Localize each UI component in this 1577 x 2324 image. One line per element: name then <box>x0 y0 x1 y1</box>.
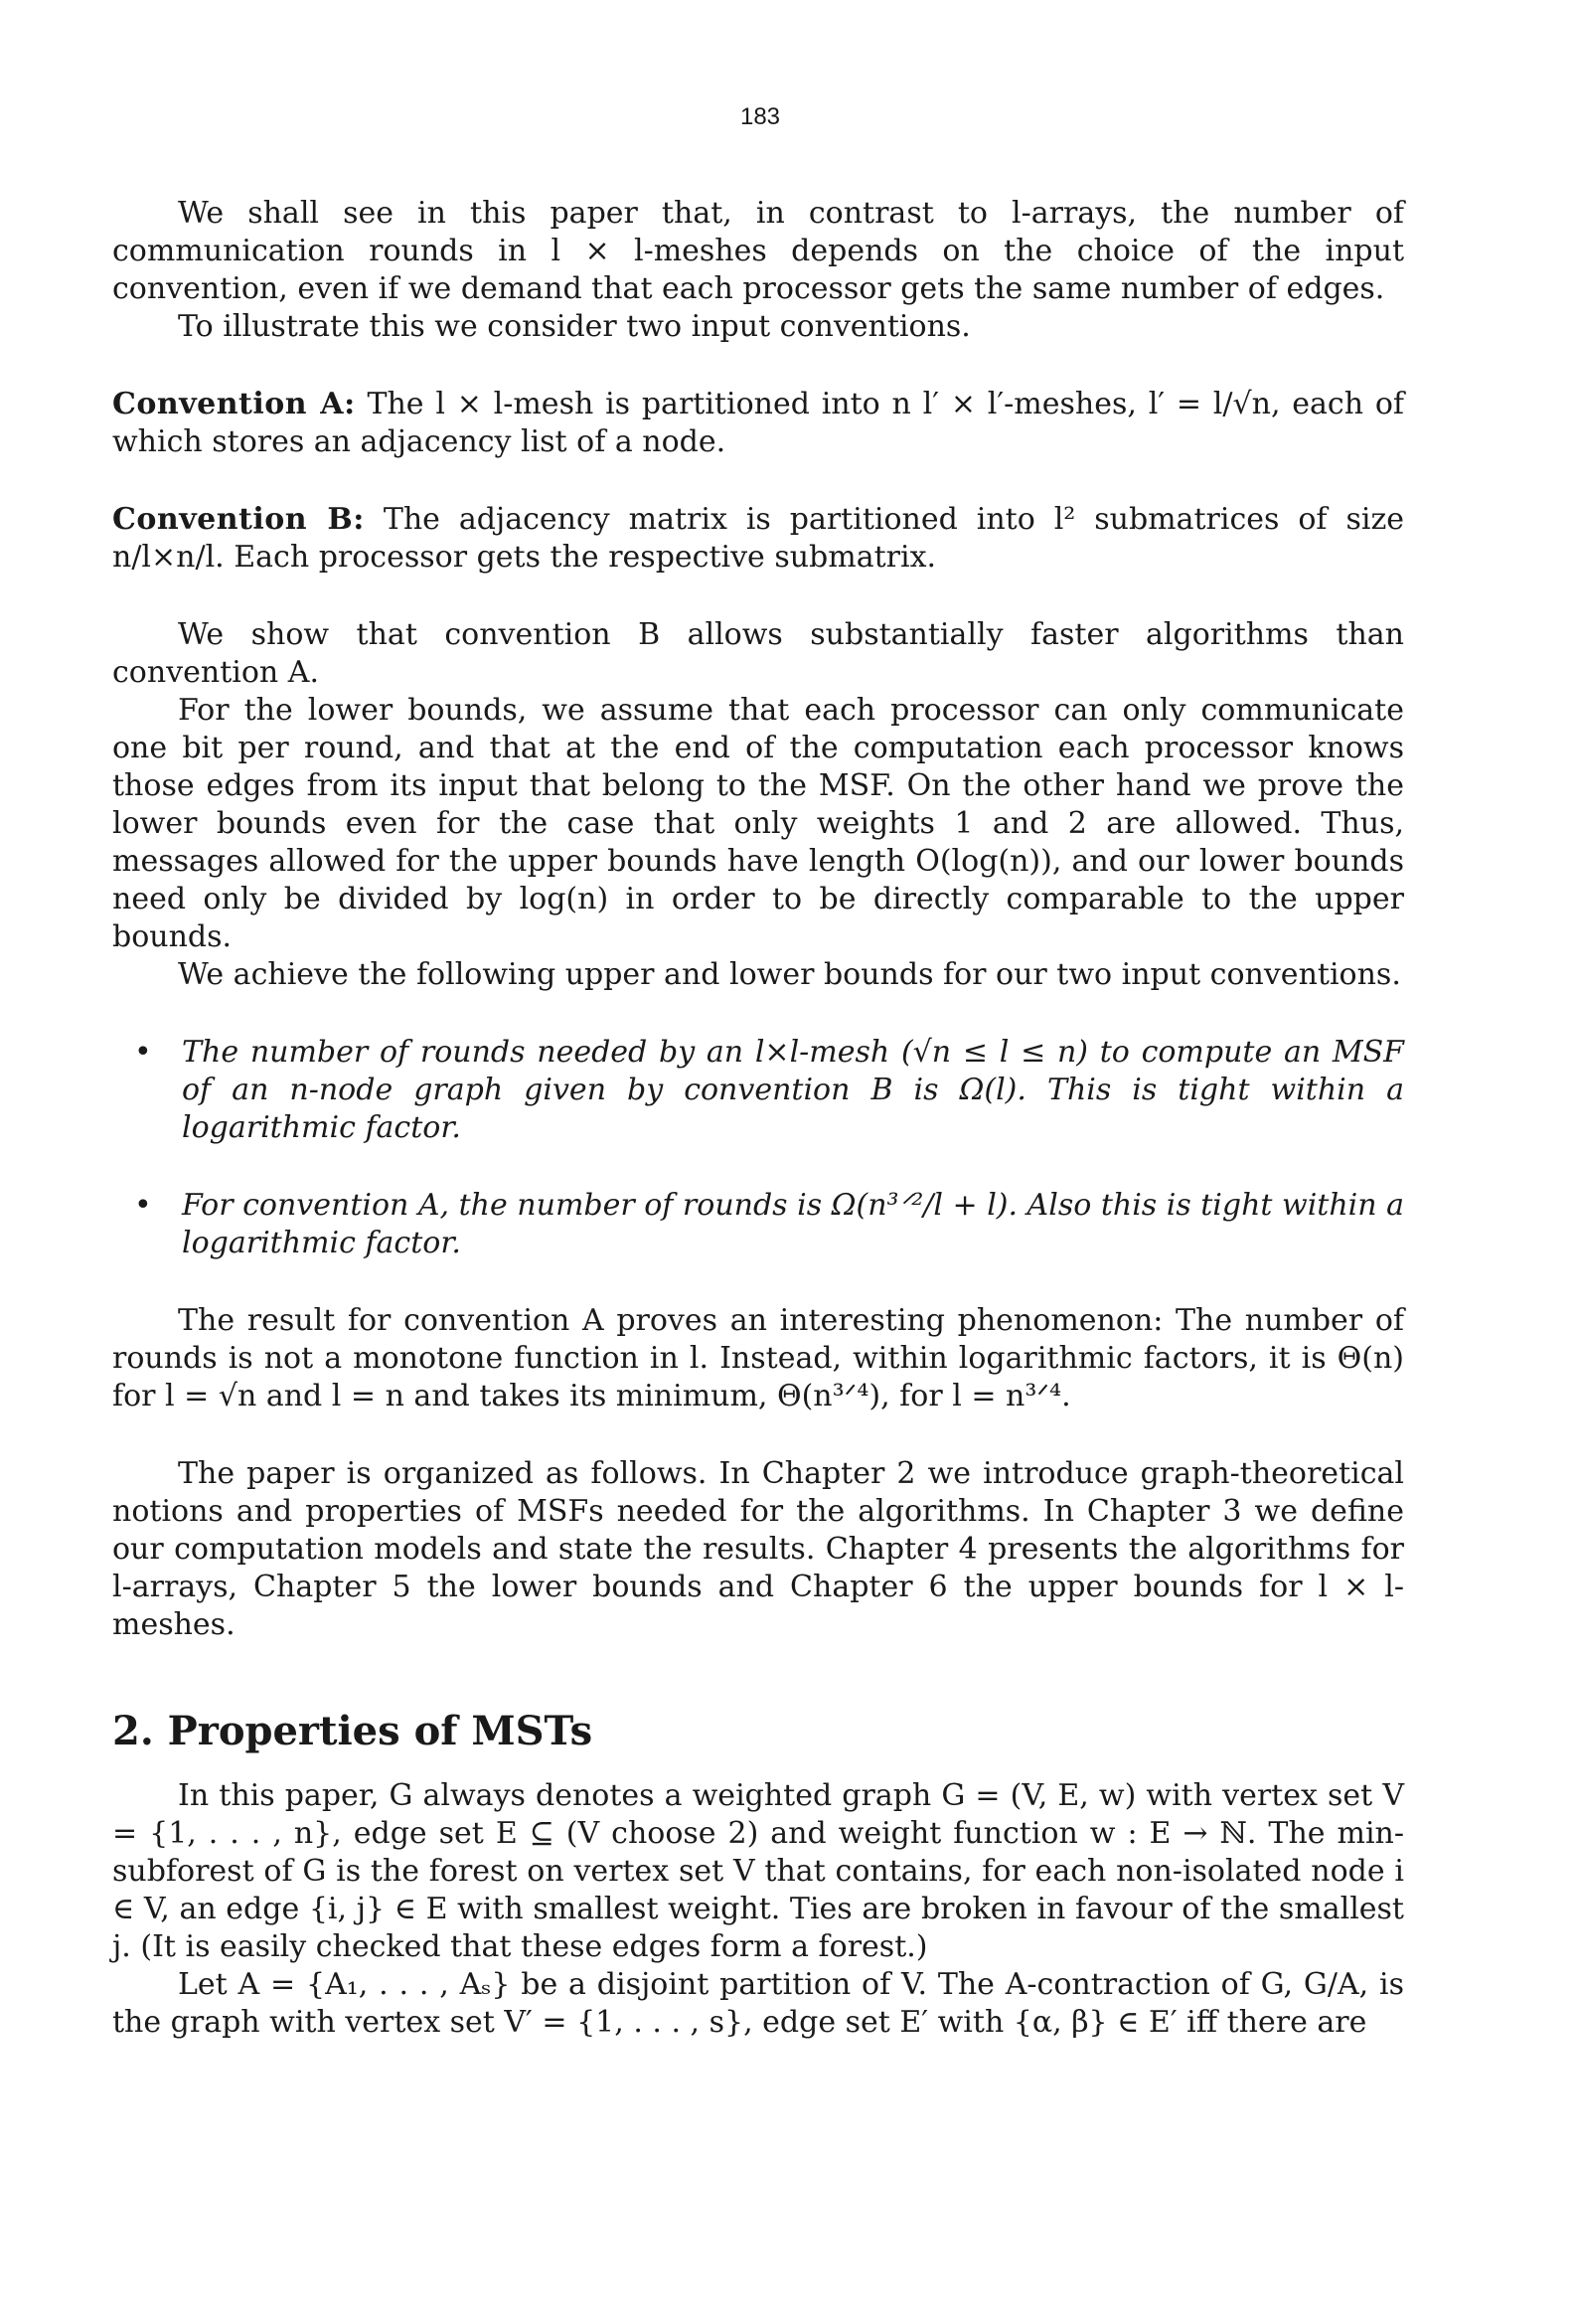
section-paragraph-1: In this paper, G always denotes a weighted graph G = (V, E, w) with vertex set V = {1, . . . , n}, edge set E ⊆ (V choose 2) and weight function w : E → ℕ. The min-subforest of G is the forest on vertex set V that contains, for each non-isolated node i ∈ V, an edge {i, j} ∈ E with smallest weight. Ties are broken in favour of the smallest j. (It is easily checked that these edges form a forest.) <box>112 1778 1404 1964</box>
result-paragraph: The result for convention A proves an interesting phenomenon: The number of rounds is not a monotone function in l. Instead, within logarithmic factors, it is Θ(n) for l = √n and l = n and takes its minimum, Θ(n³ᐟ⁴), for l = n³ᐟ⁴. <box>112 1303 1404 1413</box>
intro-paragraph-2: To illustrate this we consider two input conventions. <box>178 309 971 344</box>
results-list <box>112 1034 1404 1262</box>
convention-a-text: The l × l-mesh is partitioned into n l′ × l′-meshes, l′ = l/√n, each of which stores an adjacency list of a node. <box>112 387 1404 459</box>
discussion-paragraph-3: We achieve the following upper and lower bounds for our two input conventions. <box>178 957 1401 992</box>
discussion-paragraph-1: We show that convention B allows substantially faster algorithms than convention A. <box>112 617 1404 690</box>
organization-paragraph: The paper is organized as follows. In Chapter 2 we introduce graph-theoretical notions and properties of MSFs needed for the algorithms. In Chapter 3 we define our computation models and state the results. Chapter 4 presents the algorithms for l-arrays, Chapter 5 the lower bounds and Chapter 6 the upper bounds for l × l-meshes. <box>112 1456 1404 1642</box>
result-item <box>112 1187 1404 1262</box>
page-number: 183 <box>739 103 781 130</box>
convention-b <box>112 501 1404 577</box>
convention-b-text: The adjacency matrix is partitioned into l² submatrices of size n/l×n/l. Each processor gets the respective submatrix. <box>112 502 1405 575</box>
bullet-icon: • <box>134 1188 152 1223</box>
discussion-paragraph-2: For the lower bounds, we assume that each processor can only communicate one bit per round, and that at the end of the computation each processor knows those edges from its input that belong to the MSF. On the other hand we prove the lower bounds even for the case that only weights 1 and 2 are allowed. Thus, messages allowed for the upper bounds have length O(log(n)), and our lower bounds need only be divided by log(n) in order to be directly comparable to the upper bounds. <box>112 693 1404 954</box>
convention-a-label: Convention A: <box>112 387 356 421</box>
section-paragraph-2: Let A = {A₁, . . . , Aₛ} be a disjoint partition of V. The A-contraction of G, G/A, is the graph with vertex set V′ = {1, . . . , s}, edge set E′ with {α, β} ∈ E′ iff there are <box>112 1967 1404 2040</box>
page-body <box>112 195 1404 2042</box>
result-item <box>112 1034 1404 1147</box>
convention-a <box>112 386 1404 461</box>
section-heading: 2. Properties of MSTs <box>112 1708 593 1754</box>
result-item-text: The number of rounds needed by an l×l-mesh (√n ≤ l ≤ n) to compute an MSF of an n-node graph given by convention B is Ω(l). This is tight within a logarithmic factor. <box>182 1035 1404 1145</box>
intro-paragraph-1: We shall see in this paper that, in contrast to l-arrays, the number of communication rounds in l × l-meshes depends on the choice of the input convention, even if we demand that each processor gets the same number of edges. <box>112 196 1404 306</box>
result-item-text: For convention A, the number of rounds is Ω(n³ᐟ²/l + l). Also this is tight within a logarithmic factor. <box>182 1188 1404 1260</box>
convention-b-label: Convention B: <box>112 502 365 537</box>
bullet-icon: • <box>134 1035 152 1070</box>
